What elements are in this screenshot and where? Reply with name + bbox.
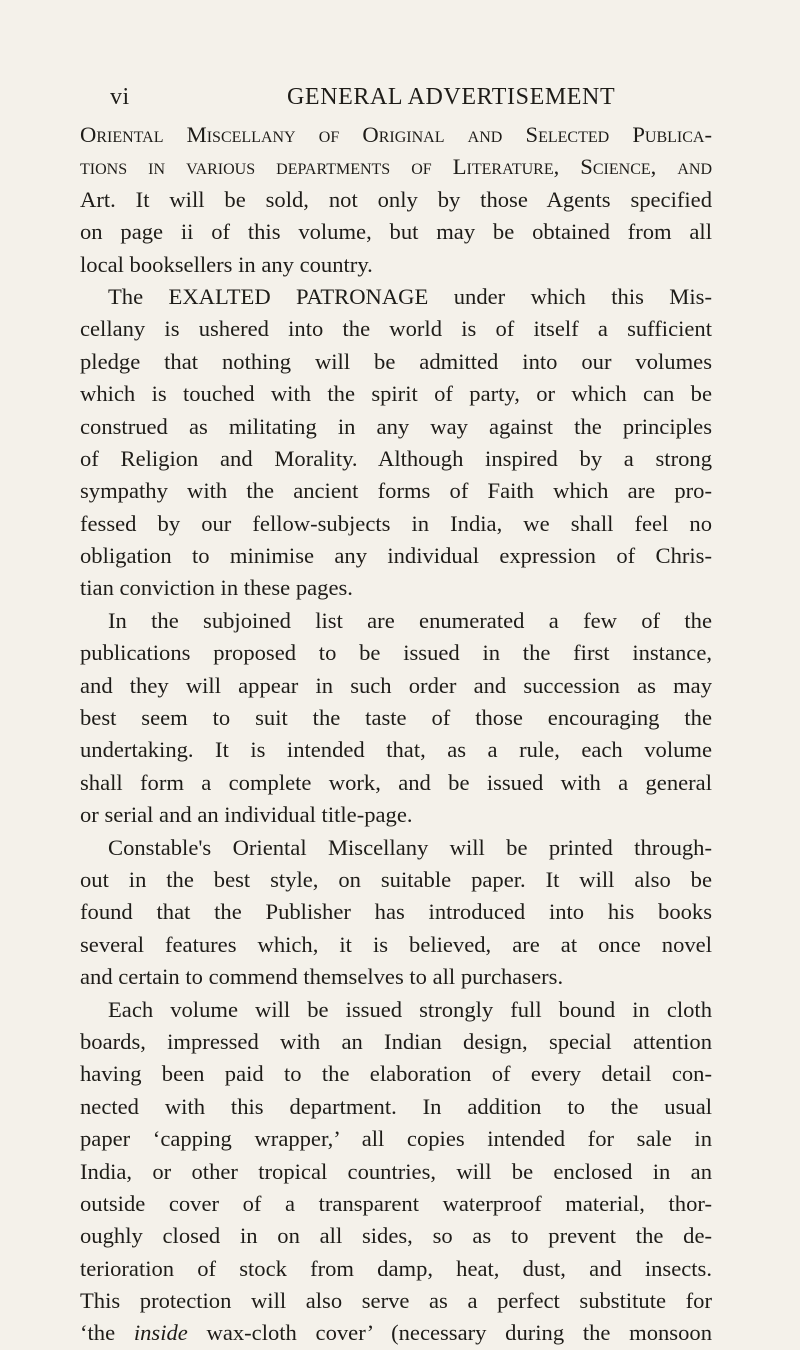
text-run: wax-cloth cover’ (necessary during the monsoon: [187, 1320, 712, 1346]
text-line: several features which, it is believed, are at once novel: [80, 931, 712, 957]
text-run: ‘the: [80, 1320, 134, 1346]
text-line: which is touched with the spirit of party, or which can be: [80, 381, 712, 407]
text-line: and certain to commend themselves to all purchasers.: [80, 964, 564, 990]
text-line: pledge that nothing will be admitted into our volumes: [80, 348, 712, 374]
page-header: [0, 84, 800, 118]
text-line: and they will appear in such order and succession as may: [80, 672, 712, 698]
text-line: found that the Publisher has introduced into his books: [80, 899, 712, 925]
text-line: outside cover of a transparent waterproof material, thor-: [80, 1190, 712, 1216]
text-line: or serial and an individual title-page.: [80, 802, 413, 828]
running-title: GENERAL ADVERTISEMENT: [287, 84, 616, 110]
text-line: out in the best style, on suitable paper. It will also be: [80, 866, 712, 892]
italic-text: inside: [133, 1320, 188, 1346]
body-text: [80, 119, 712, 1350]
text-line: having been paid to the elaboration of every detail con-: [80, 1061, 712, 1087]
text-line: tions in various departments of Literature, Science, and: [80, 154, 712, 180]
text-line: This protection will also serve as a perfect substitute for: [80, 1288, 712, 1314]
text-line: local booksellers in any country.: [80, 251, 373, 277]
text-line: of Religion and Morality. Although inspired by a strong: [80, 445, 712, 471]
text-line: Art. It will be sold, not only by those Agents specified: [80, 186, 712, 212]
text-line: terioration of stock from damp, heat, dust, and insects.: [80, 1255, 712, 1281]
text-line: boards, impressed with an Indian design, special attention: [80, 1028, 712, 1054]
text-line: cellany is ushered into the world is of itself a sufficient: [80, 316, 712, 342]
text-line: fessed by our fellow-subjects in India, we shall feel no: [80, 510, 712, 536]
text-line: best seem to suit the taste of those encouraging the: [80, 705, 712, 731]
text-line: publications proposed to be issued in the first instance,: [80, 640, 712, 666]
text-line: Constable's Oriental Miscellany will be printed through-: [108, 834, 712, 860]
text-line: tian conviction in these pages.: [80, 575, 353, 601]
text-line: on page ii of this volume, but may be obtained from all: [80, 219, 712, 245]
text-line: shall form a complete work, and be issued with a general: [80, 769, 712, 795]
text-line: paper ‘capping wrapper,’ all copies intended for sale in: [80, 1126, 712, 1152]
text-line: The EXALTED PATRONAGE under which this Mis-: [108, 283, 712, 309]
text-line: obligation to minimise any individual expression of Chris-: [80, 543, 712, 569]
text-line: oughly closed in on all sides, so as to prevent the de-: [80, 1223, 712, 1249]
text-line: Each volume will be issued strongly full bound in cloth: [108, 996, 712, 1022]
text-line: India, or other tropical countries, will be enclosed in an: [80, 1158, 712, 1184]
page-number: vi: [110, 84, 130, 110]
text-line: sympathy with the ancient forms of Faith which are pro-: [80, 478, 712, 504]
text-line: construed as militating in any way against the principles: [80, 413, 712, 439]
text-line: Oriental Miscellany of Original and Selected Publica-: [80, 122, 712, 147]
text-line: undertaking. It is intended that, as a rule, each volume: [80, 737, 712, 763]
text-line: In the subjoined list are enumerated a few of the: [108, 607, 712, 633]
text-line: nected with this department. In addition to the usual: [80, 1093, 712, 1119]
text-line: [80, 1317, 712, 1349]
